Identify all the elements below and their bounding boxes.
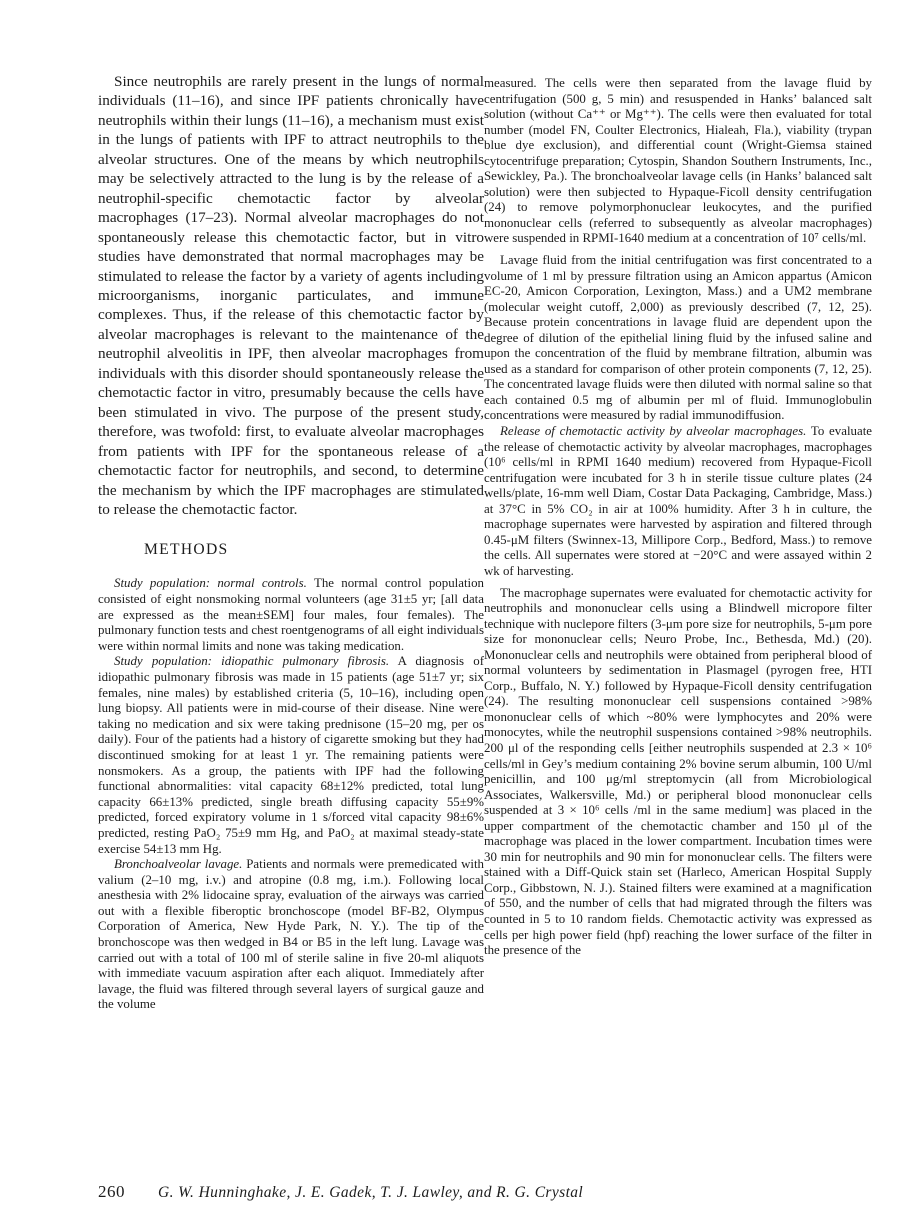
intro-paragraph: Since neutrophils are rarely present in the lungs of normal individuals (11–16), and since IPF patients chronically have neutrophils within their lungs (11–16), a mechanism must exist in the lungs of patients with IPF to attract neutrophils to the alveolar structures. One of the means by which neutrophils may be selectively attracted to the lung is by the release of a neutrophil-specific chemotactic factor by alveolar macrophages (17–23). Normal alveolar macrophages do not spontaneously release this chemotactic factor, but in vitro studies have demonstrated that normal macrophages may be stimulated to release the factor by a variety of agents including microorganisms, inorganic particulates, and immune complexes. Thus, if the release of this chemotactic factor by alveolar macrophages is relevant to the maintenance of the neutrophil alveolitis in IPF, then alveolar macrophages from individuals with this disorder should spontaneously release the chemotactic factor in vitro, presumably because the cells have been stimulated in vivo. The purpose of the present study, therefore, was twofold: first, to evaluate alveolar macrophages from patients with IPF for the spontaneous release of a chemotactic factor for neutrophils, and second, to determine the mechanism by which the IPF macrophages are stimulated to release the chemotactic factor. bbox=[98, 73, 484, 518]
left-column bbox=[98, 72, 484, 1013]
text-ipf-population: A diagnosis of idiopathic pulmonary fibrosis was made in 15 patients (age 51±7 yr; six females, nine males) by established criteria (5, 10–16), including open lung biopsy. All patients were in mid-course of their disease. Nine were taking no medication and six were taking prednisone (15–20 mg, per os daily). Four of the patients had a history of cigarette smoking but they had discontinued smoking for at least 1 yr. The remaining patients were nonsmokers. As a group, the patients with IPF had the following functional abnormalities: vital capacity 68±12% predicted, total lung capacity 66±13% predicted, single breath diffusing capacity 55±9% predicted, forced expiratory volume in 1 s/forced vital capacity 98±6% predicted, resting PaO₂ 75±9 mm Hg, and PaO₂ at maximal steady-state exercise 54±13 mm Hg. bbox=[98, 654, 484, 856]
paragraph-ipf-population bbox=[98, 654, 484, 857]
page-number: 260 bbox=[98, 1182, 125, 1201]
paragraph-lavage bbox=[98, 857, 484, 1013]
text-normal-controls: The normal control population consisted of eight nonsmoking normal volunteers (age 31±5 yr; [all data are expressed as the mean±SEM] four males, four females). The pulmonary function tests and chest roentgenograms of all eight individuals were within normal limits and none was taking medication. bbox=[98, 576, 484, 653]
right-column bbox=[484, 76, 872, 959]
page-footer bbox=[98, 1182, 878, 1202]
subheading-chemotactic-release: Release of chemotactic activity by alveolar macrophages. bbox=[500, 424, 807, 439]
text-lavage: Patients and normals were premedicated with valium (2–10 mg, i.v.) and atropine (0.8 mg, i.m.). Following local anesthesia with 2% lidocaine spray, evaluation of the airways was carried out with a flexible fiberoptic bronchoscope (model BF-B2, Olympus Corporation of America, New Hyde Park, N. Y.). The tip of the bronchoscope was then wedged in B4 or B5 in the left lung. Lavage was carried out with a total of 100 ml of sterile saline in five 20-ml aliquots with immediate vacuum aspiration after each aliquot. Immediately after lavage, the fluid was filtered through several layers of surgical gauze and the volume bbox=[98, 857, 484, 1012]
paragraph-normal-controls bbox=[98, 576, 484, 654]
subheading-ipf-population: Study population: idiopathic pulmonary fibrosis. bbox=[114, 654, 390, 669]
running-authors: G. W. Hunninghake, J. E. Gadek, T. J. Lawley, and R. G. Crystal bbox=[158, 1184, 584, 1201]
subheading-lavage: Bronchoalveolar lavage. bbox=[114, 857, 243, 872]
text-chemotactic-release: To evaluate the release of chemotactic activity by alveolar macrophages, macrophages (10⁶ cells/ml in RPMI 1640 medium) recovered from Hypaque-Ficoll centrifugation were incubated for 3 h in sterile tissue culture plates (24 wells/plate, 16-mm well Diam, Costar Data Packaging, Cambridge, Mass.) at 37°C in 5% CO₂ in air at 100% humidity. After 3 h in culture, the macrophage supernates were harvested by aspiration and filtered through 0.45-μM filters (Swinnex-13, Millipore Corp., Bedford, Mass.) to remove the cells. All supernates were stored at −20°C and were assayed within 2 wk of harvesting. bbox=[484, 424, 872, 578]
paragraph-lavage-fluid: Lavage fluid from the initial centrifugation was first concentrated to a volume of 1 ml by pressure filtration using an Amicon appartus (Amicon EC-20, Amicon Corporation, Lexington, Mass.) and a UM2 membrane (molecular weight cutoff, 2,000) as previously described (7, 12, 25). Because protein concentrations in lavage fluid are dependent upon the degree of dilution of the epithelial lining fluid by the infused saline and upon the concentration of the fluid by membrane filtration, albumin was used as a standard for comparison of other protein components (7, 12, 25). The concentrated lavage fluids were then diluted with normal saline so that each contained 0.5 mg of albumin per ml of fluid. Immunoglobulin concentrations were measured by radial immunodiffusion. bbox=[484, 253, 872, 423]
paragraph-cell-separation: measured. The cells were then separated from the lavage fluid by centrifugation (500 g, 5 min) and resuspended in Hanks’ balanced salt solution (without Ca⁺⁺ or Mg⁺⁺). The cells were then evaluated for total number (model FN, Coulter Electronics, Hialeah, Fla.), viability (trypan blue dye exclusion), and differential count (Wright-Giemsa stained cytocentrifuge preparation; Cytospin, Shandon Southern Instruments, Inc., Sewickley, Pa.). The bronchoalveolar lavage cells (in Hanks’ balanced salt solution) were then subjected to Hypaque-Ficoll density centrifugation (24) to remove polymorphonuclear leukocytes, and the purified mononuclear cells (referred to subsequently as alveolar macrophages) were suspended in RPMI-1640 medium at a concentration of 10⁷ cells/ml. bbox=[484, 76, 872, 246]
paragraph-chemotactic-release bbox=[484, 424, 872, 579]
paragraph-chemotaxis-assay: The macrophage supernates were evaluated for chemotactic activity for neutrophils and mononuclear cells using a Blindwell micropore filter technique with nuclepore filters (3-μm pore size for neutrophils, 5-μm pore size for mononuclear cells; Neuro Probe, Inc., Bethesda, Md.) (20). Mononuclear cells and neutrophils were obtained from peripheral blood of normal volunteers by sedimentation in Plasmagel (pyrogen free, HTI Corp., Buffalo, N. Y.) followed by Hypaque-Ficoll density centrifugation (24). The resulting mononuclear cell suspensions contained >98% mononuclear cells of which ~80% were lymphocytes and 20% were monocytes, while the neutrophil suspensions contained >98% neutrophils. 200 μl of the responding cells [either neutrophils suspended at 2.3 × 10⁶ cells/ml in Gey’s medium containing 2% bovine serum albumin, 100 U/ml penicillin, and 100 μg/ml streptomycin (all from Microbiological Associates, Walkersville, Md.) or peripheral blood mononuclear cells suspended at 3 × 10⁶ cells /ml in the same medium] was placed in the upper compartment of the chemotactic chamber and 150 μl of the macrophage was placed in the lower compartment. Incubation times were 30 min for neutrophils and 90 min for mononuclear cells. The filters were stained with a Diff-Quick stain set (Harleco, American Hospital Supply Corp., Gibbstown, N. J.). Stained filters were examined at a magnification of 550, and the number of cells that had migrated through the filters was counted in 5 to 10 random fields. Chemotactic activity was expressed as cells per high power field (hpf) reaching the lower surface of the filter in the presence of the bbox=[484, 585, 872, 958]
subheading-normal-controls: Study population: normal controls. bbox=[114, 576, 307, 591]
methods-heading: METHODS bbox=[144, 541, 229, 559]
